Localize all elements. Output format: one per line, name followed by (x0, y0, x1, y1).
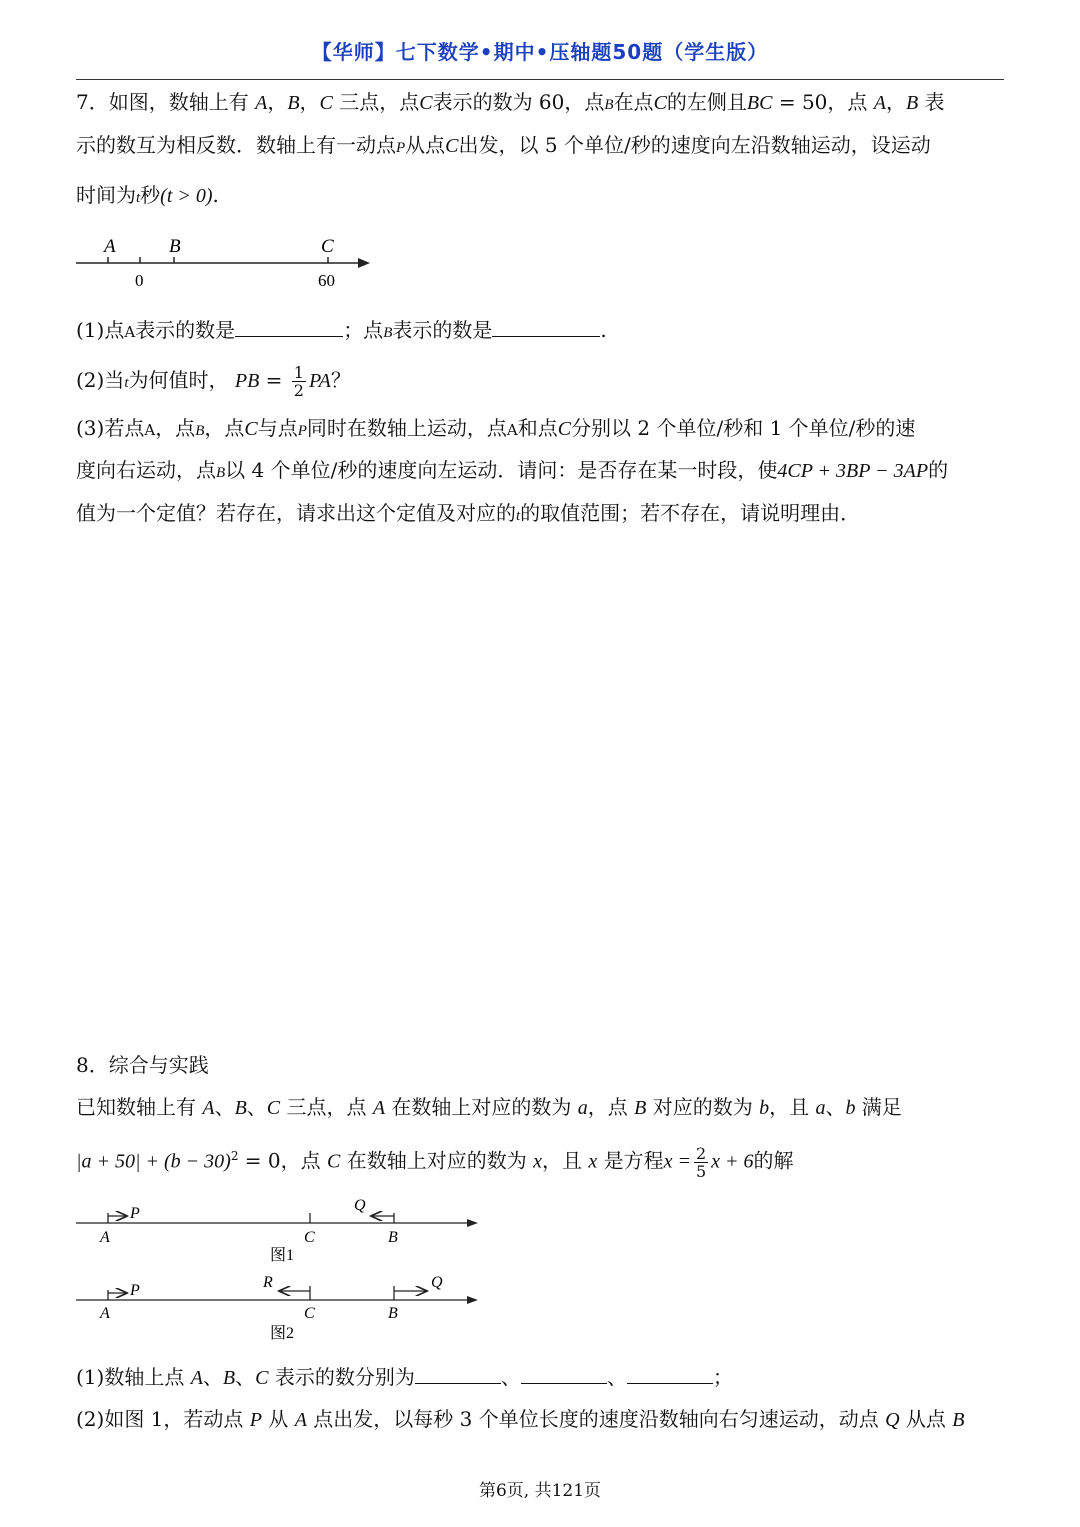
svg-text:图2: 图2 (270, 1325, 295, 1342)
label-c: C (321, 236, 334, 257)
svg-text:B: B (388, 1229, 398, 1246)
axis-arrow (358, 258, 370, 268)
q8-figures (70, 1196, 490, 1351)
q7-line-2: 示的数互为相反数．数轴上有一动点P从点C出发，以 5 个单位/秒的速度向左沿数轴运动，设运动 (76, 133, 931, 157)
svg-text:C: C (304, 1229, 315, 1246)
svg-text:Q: Q (431, 1274, 443, 1291)
svg-text:P: P (130, 1282, 140, 1299)
answer-blank-a[interactable] (235, 316, 343, 337)
answer-blank-b-value[interactable] (521, 1363, 607, 1384)
svg-text:B: B (388, 1305, 398, 1322)
svg-text:C: C (304, 1305, 315, 1322)
answer-blank-a-value[interactable] (415, 1363, 501, 1384)
page-footer: 第6页, 共121页 (478, 1481, 602, 1501)
svg-text:A: A (100, 1229, 110, 1246)
q7-part-2: (2)当t为何值时， PB = $\frac{1}{2}$ PA？ (76, 363, 351, 400)
svg-text:A: A (100, 1305, 110, 1322)
q7-part-3-line-2: 度向右运动，点B以 4 个单位/秒的速度向左运动．请问：是否存在某一时段，使4CP + 3BP − 3AP的 (76, 458, 949, 482)
header-divider (76, 79, 1004, 80)
q8-part-2: (2)如图 1，若动点 P 从 A 点出发，以每秒 3 个单位长度的速度沿数轴向右匀速运动，动点 Q 从点 B (76, 1407, 965, 1431)
svg-text:P: P (130, 1205, 140, 1222)
label-a: A (104, 236, 116, 257)
q8-title: 8．综合与实践 (76, 1053, 209, 1077)
q7-part-3-line-3: 值为一个定值？若存在，请求出这个定值及对应的t的取值范围；若不存在，请说明理由． (76, 501, 861, 525)
q8-line-1: 已知数轴上有 A、B、C 三点，点 A 在数轴上对应的数为 a，点 B 对应的数为 b，且 a、b 满足 (76, 1095, 902, 1119)
svg-text:Q: Q (354, 1197, 366, 1214)
svg-text:R: R (263, 1274, 273, 1291)
q8-part-1: (1)数轴上点 A、B、C 表示的数分别为 、 、 ； (76, 1365, 733, 1389)
q7-line-1: 7．如图，数轴上有 A，B，C 三点，点C表示的数为 60，点B在点C的左侧且BC = 50，点 A，B 表 (76, 90, 945, 114)
figure-1 (76, 1197, 478, 1264)
q7-part-3-line-1: (3)若点A，点B，点C与点P同时在数轴上运动，点A和点C分别以 2 个单位/秒和 1 个单位/秒的速 (76, 416, 916, 440)
q7-part-1: (1)点A表示的数是 ；点B表示的数是 . (76, 318, 607, 342)
figure-2 (76, 1274, 478, 1342)
answer-blank-c-value[interactable] (627, 1363, 713, 1384)
tick-label-sixty: 60 (318, 271, 335, 290)
q7-line-3: 时间为t秒(t > 0). (76, 183, 219, 207)
fraction-one-half: $\frac{1}{2}$ (293, 363, 304, 400)
page-header-title: 【华师】七下数学•期中•压轴题50题（学生版） (311, 40, 769, 64)
fraction-two-fifths: $\frac{2}{5}$ (695, 1143, 707, 1181)
svg-text:图1: 图1 (270, 1247, 295, 1264)
q7-number-line-figure (70, 232, 390, 294)
label-b: B (169, 236, 181, 257)
answer-blank-b[interactable] (492, 316, 600, 337)
tick-label-zero: 0 (135, 271, 144, 290)
q8-line-2: $|a + 50| + (b - 30)^2 = 0$，点 C 在数轴上对应的数为 x，且 x 是方程x = $\frac{2}{5}$ x + 6的解 (76, 1143, 794, 1181)
